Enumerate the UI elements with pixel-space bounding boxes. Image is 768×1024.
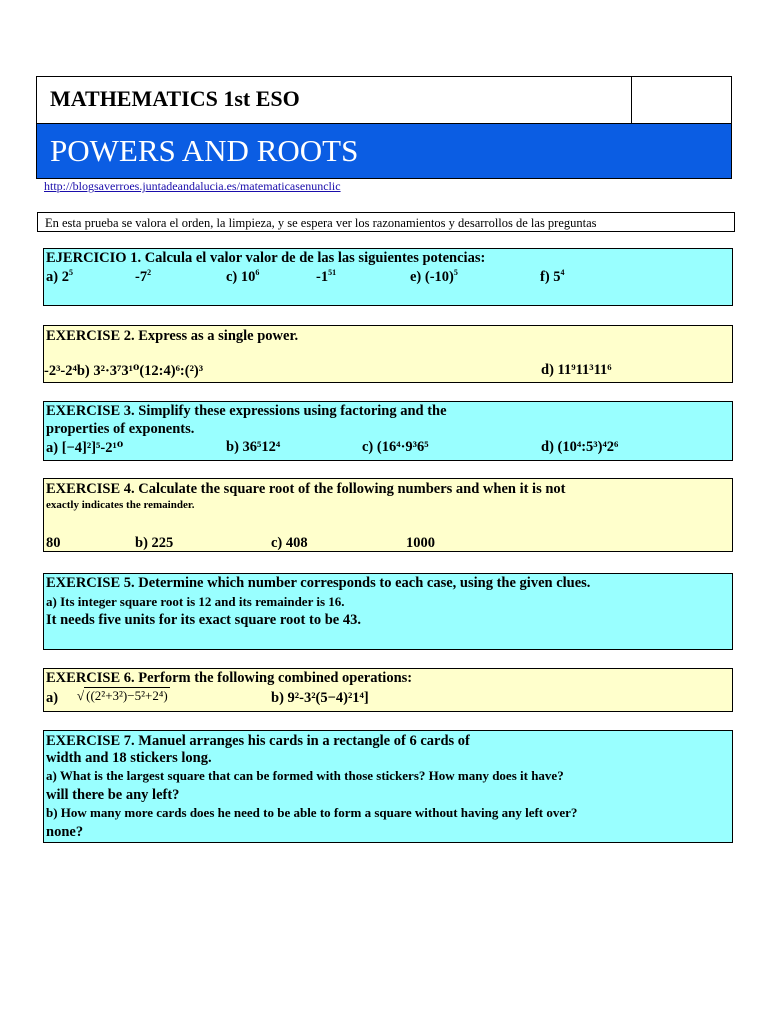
exercise-6 — [43, 668, 733, 712]
exercise-3 — [43, 401, 733, 461]
exercise-7-title-line1: EXERCISE 7. Manuel arranges his cards in a rectangle of 6 cards of — [46, 733, 470, 749]
exercise-6-item-a-expression — [77, 688, 170, 704]
exercise-4 — [43, 478, 733, 552]
exercise-4-title: EXERCISE 4. Calculate the square root of the following numbers and when it is not — [46, 481, 566, 497]
exercise-1-item-b: $-7^2$ — [135, 268, 152, 285]
square-root-icon: √ ((2²+3²)−5²+2⁴) — [77, 688, 168, 703]
exercise-3-item-d: d) (10⁴:5³)⁴2⁶ — [541, 439, 619, 455]
exercise-4-item-a: 80 — [46, 535, 61, 551]
worksheet-header — [36, 76, 732, 179]
exercise-6-title: EXERCISE 6. Perform the following combined operations: — [46, 670, 413, 686]
exercise-2-title: EXERCISE 2. Express as a single power. — [46, 328, 299, 344]
topic-title: POWERS AND ROOTS — [50, 133, 359, 168]
exercise-1-item-e: e) $(-10)^5$ — [410, 268, 458, 285]
exercise-4-item-d: 1000 — [406, 535, 435, 551]
exercise-6-item-a-label: a) — [46, 690, 59, 706]
exercise-1 — [43, 248, 733, 306]
exercise-7-title-line2: width and 18 stickers long. — [46, 750, 212, 766]
exercise-3-item-a: a) [−4]²]⁵-2¹⁰ — [46, 440, 124, 456]
exercise-1-item-c: c) $10^6$ — [226, 268, 260, 285]
exercise-2 — [43, 325, 733, 383]
exercise-4-item-c: c) 408 — [271, 535, 308, 551]
exercise-5-title: EXERCISE 5. Determine which number corresponds to each case, using the given clues. — [46, 575, 591, 591]
exercise-3-item-b: b) 36⁵12⁴ — [226, 439, 281, 455]
exercise-2-item-d: d) 11⁹11³11⁶ — [541, 362, 612, 378]
exercise-4-subtitle: exactly indicates the remainder. — [46, 499, 195, 511]
exercise-1-title: EJERCICIO 1. Calcula el valor valor de de las las siguientes potencias: — [46, 250, 486, 266]
instructions-notice: En esta prueba se valora el orden, la limpieza, y se espera ver los razonamientos y desarrollos de las preguntas — [37, 212, 735, 232]
header-title-row — [37, 77, 731, 124]
exercise-1-item-d: $-1^{51}$ — [316, 268, 337, 285]
exercise-7-item-a-line2: will there be any left? — [46, 787, 180, 803]
subject-title: MATHEMATICS 1st ESO — [50, 86, 300, 111]
exercise-1-item-f: f) $5^4$ — [540, 268, 565, 285]
exercise-7-item-a-line1: a) What is the largest square that can be formed with those stickers? How many does it have? — [46, 768, 564, 783]
blog-link[interactable]: http://blogsaverroes.juntadeandalucia.es/matematicasenunclic — [44, 179, 341, 193]
exercise-7-item-b-line2: none? — [46, 824, 84, 840]
score-box — [631, 77, 732, 123]
exercise-3-item-c: c) (16⁴·9³6⁵ — [362, 439, 429, 455]
exercise-3-title-line1: EXERCISE 3. Simplify these expressions using factoring and the — [46, 403, 447, 419]
exercise-7 — [43, 730, 733, 843]
exercise-5-item-b: It needs five units for its exact square root to be 43. — [46, 612, 361, 628]
exercise-5-item-a: a) Its integer square root is 12 and its remainder is 16. — [46, 594, 345, 609]
exercise-3-title-line2: properties of exponents. — [46, 421, 195, 437]
exercise-7-item-b-line1: b) How many more cards does he need to be able to form a square without having any left over? — [46, 805, 578, 820]
topic-band — [37, 124, 731, 178]
exercise-1-item-a: a) $2^5$ — [46, 268, 73, 285]
exercise-5 — [43, 573, 733, 650]
exercise-4-item-b: b) 225 — [135, 535, 174, 551]
exercise-2-items-ab: -2³-2⁴b) 3²·3⁷3¹⁰(12:4)⁶:(²)³ — [44, 363, 204, 379]
exercise-6-item-b: b) 9²-3²(5−4)²1⁴] — [271, 690, 369, 706]
